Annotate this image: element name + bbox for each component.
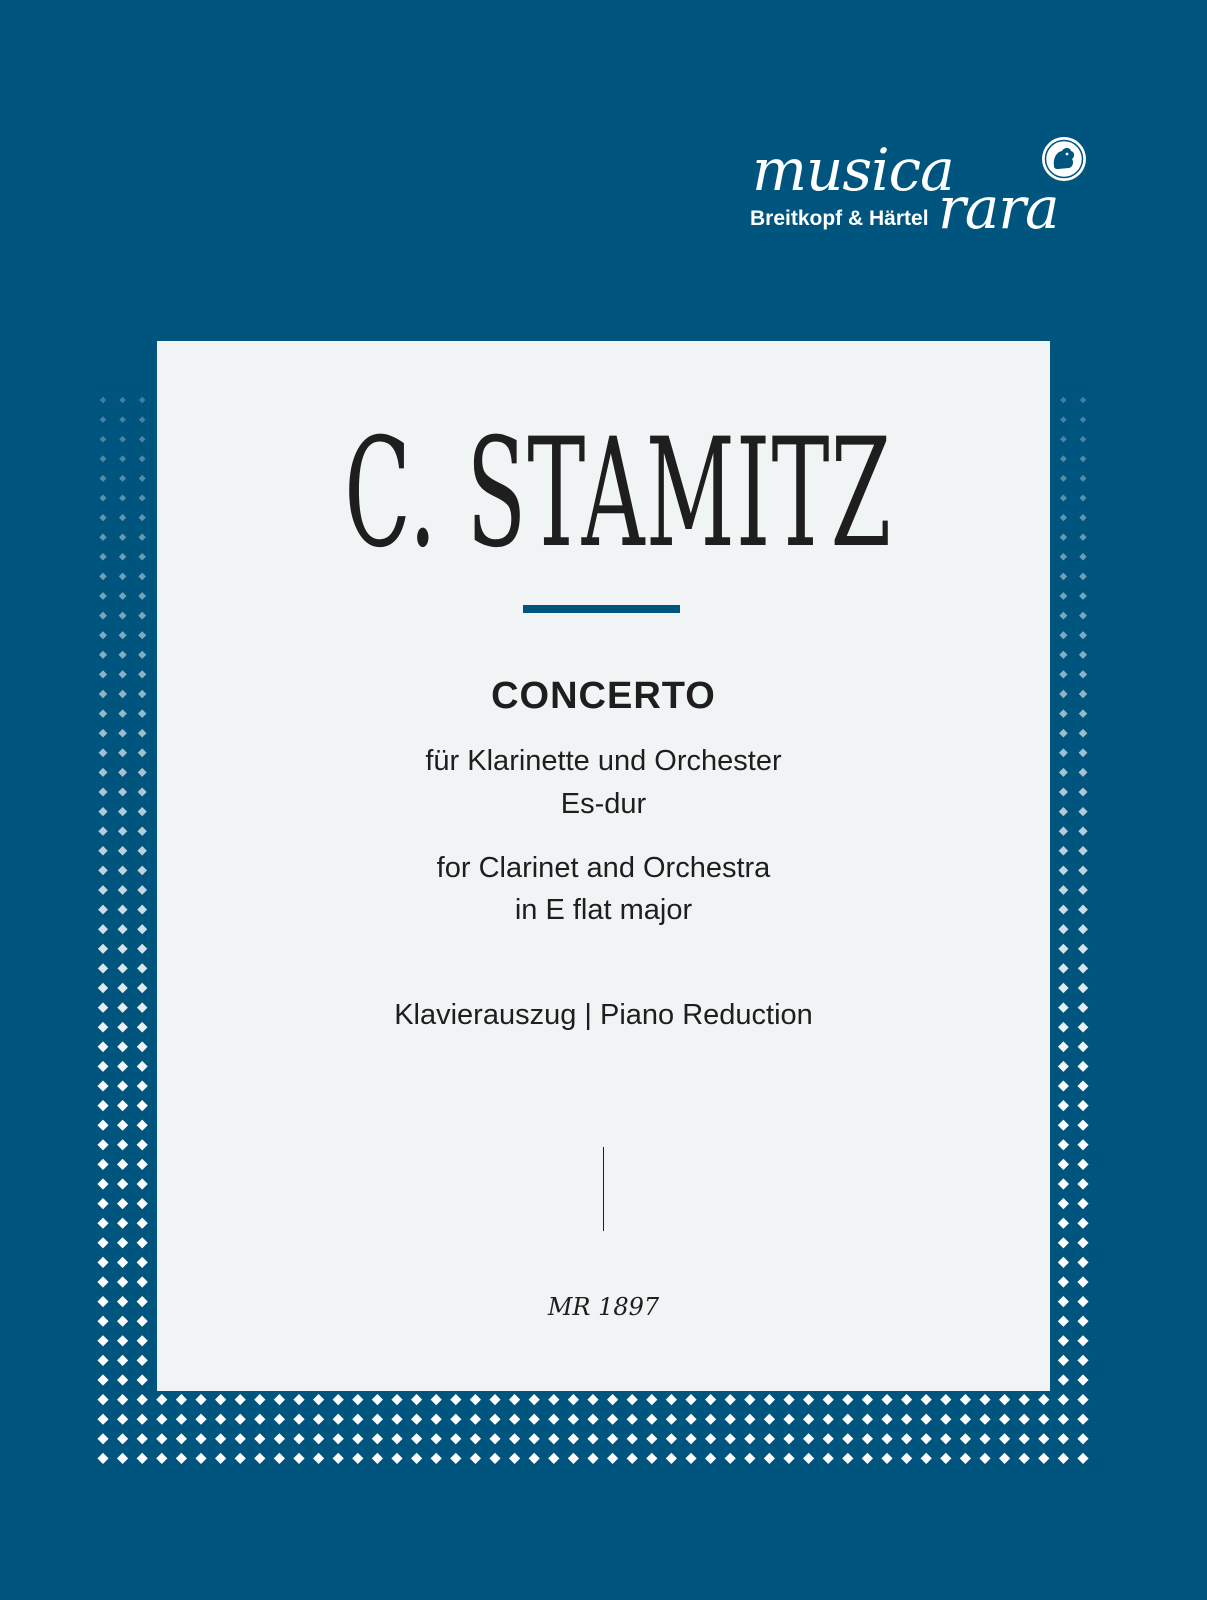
logo-imprint-text: Breitkopf & Härtel	[750, 207, 929, 230]
work-title: CONCERTO	[491, 675, 716, 717]
logo-rara-text: rara	[938, 174, 1059, 242]
subtitle-english-line-2: in E flat major	[514, 894, 693, 926]
subtitle-german-line-2: Es-dur	[560, 788, 647, 820]
composer-name: C. STAMITZ	[344, 407, 893, 581]
accent-rule	[523, 605, 680, 613]
publisher-logo	[748, 135, 1093, 245]
subtitle-german-line-1: für Klarinette und Orchester	[425, 745, 782, 777]
logo-musica-text: musica	[752, 136, 954, 204]
bear-seal-icon	[1040, 135, 1088, 183]
subtitle-english-line-1: for Clarinet and Orchestra	[436, 852, 771, 884]
vertical-divider	[603, 1147, 604, 1231]
catalog-number: MR 1897	[547, 1293, 660, 1321]
edition-type: Klavierauszug | Piano Reduction	[394, 999, 813, 1031]
title-panel	[157, 341, 1050, 1391]
